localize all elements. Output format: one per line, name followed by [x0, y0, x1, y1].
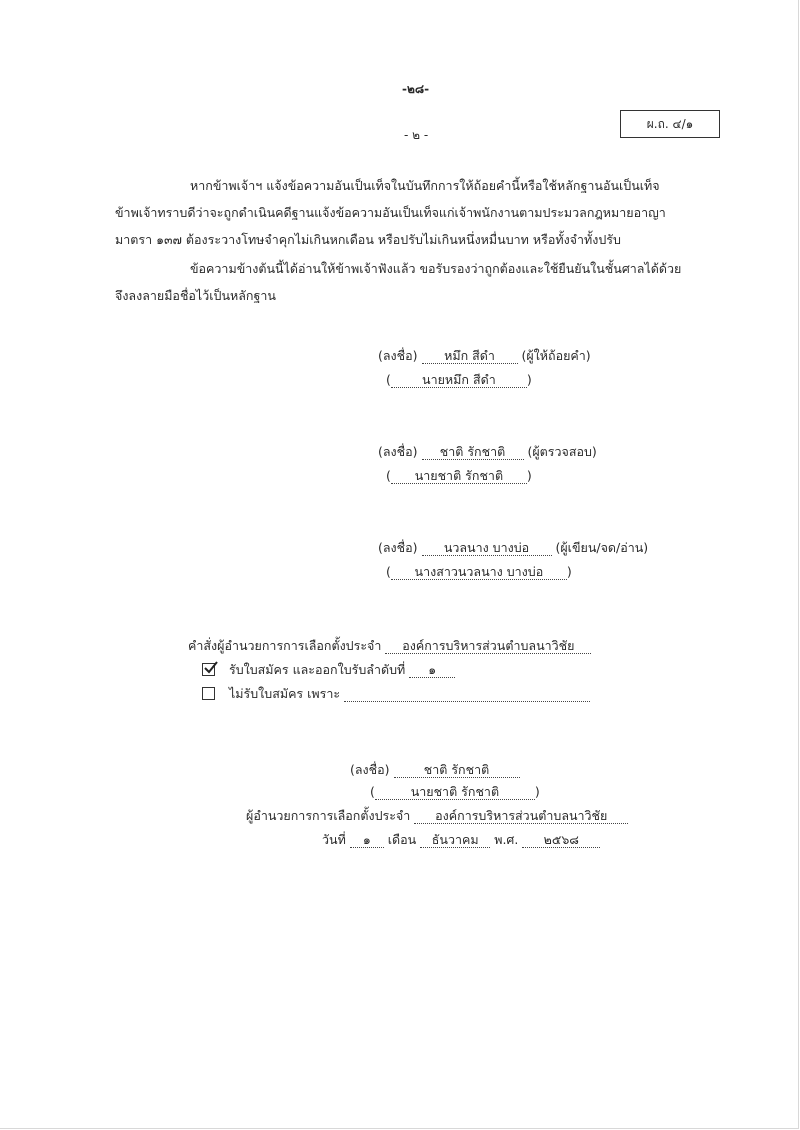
signature-role: (ผู้ให้ถ้อยคำ) — [521, 348, 591, 363]
page-number-top: -๒๘- — [402, 82, 430, 96]
accept-text: รับใบสมัคร และออกใบรับลำดับที่ — [228, 662, 406, 677]
director-date-line — [322, 830, 600, 850]
form-code-box — [620, 110, 720, 138]
signature-line-inspector — [378, 442, 597, 462]
receipt-number: ๑ — [409, 662, 455, 678]
director-order-heading — [188, 636, 591, 656]
para2-line2: จึงลงลายมือชื่อไว้เป็นหลักฐาน — [115, 288, 276, 303]
date-label: วันที่ — [322, 832, 346, 847]
printed-name-line-statement-giver: ( นายหมึก สีดำ ) — [386, 372, 532, 387]
date-year: ๒๕๖๘ — [522, 832, 600, 848]
director-signature-line — [350, 760, 520, 780]
printed-name: นายชาติ รักชาติ — [391, 468, 527, 484]
para1-line2: ข้าพเจ้าทราบดีว่าจะถูกดำเนินคดีฐานแจ้งข้อความอันเป็นเท็จแก่เจ้าพนักงานตามประมวลกฎหมายอาญา — [115, 205, 666, 220]
director-signature-name: ชาติ รักชาติ — [394, 762, 520, 778]
signature-name: นวลนาง บางบ่อ — [422, 540, 552, 556]
printed-name-line-writer: ( นางสาวนวลนาง บางบ่อ ) — [386, 564, 572, 579]
printed-name: นางสาวนวลนาง บางบ่อ — [391, 564, 567, 580]
para2-line1: ข้อความข้างต้นนี้ได้อ่านให้ข้าพเจ้าฟังแล้ว ขอรับรองว่าถูกต้องและใช้ยืนยันในชั้นศาลได้ด้วย — [190, 261, 682, 276]
signature-role: (ผู้เขียน/จด/อ่าน) — [555, 540, 649, 555]
signature-name: หมึก สีดำ — [422, 348, 518, 364]
sign-prefix: (ลงชื่อ) — [378, 444, 418, 459]
warning-paragraph — [115, 172, 723, 253]
director-title-label: ผู้อำนวยการการเลือกตั้งประจำ — [246, 808, 411, 823]
signature-role: (ผู้ตรวจสอบ) — [527, 444, 597, 459]
reject-reason[interactable] — [344, 686, 590, 702]
date-month: ธันวาคม — [420, 832, 490, 848]
director-title-line — [246, 806, 628, 826]
year-label: พ.ศ. — [494, 832, 519, 847]
director-printed-name: นายชาติ รักชาติ — [375, 784, 535, 800]
para1-line3: มาตรา ๑๓๗ ต้องระวางโทษจำคุกไม่เกินหกเดือน หรือปรับไม่เกินหนึ่งหมื่นบาท หรือทั้งจำทั้งปรับ — [115, 232, 621, 247]
form-code: ผ.ถ. ๔/๑ — [646, 117, 694, 131]
signature-name: ชาติ รักชาติ — [422, 444, 524, 460]
checkmark-icon — [202, 659, 220, 677]
option-reject[interactable] — [202, 684, 590, 704]
date-day: ๑ — [350, 832, 384, 848]
accept-checkbox[interactable] — [202, 663, 215, 676]
para1-line1: หากข้าพเจ้าฯ แจ้งข้อความอันเป็นเท็จในบันทึกการให้ถ้อยคำนี้หรือใช้หลักฐานอันเป็นเท็จ — [190, 178, 660, 193]
month-label: เดือน — [387, 832, 417, 847]
confirmation-paragraph — [115, 255, 723, 309]
order-label: คำสั่งผู้อำนวยการการเลือกตั้งประจำ — [188, 638, 382, 653]
signature-line-statement-giver — [378, 346, 591, 366]
option-accept[interactable] — [202, 660, 455, 680]
reject-checkbox[interactable] — [202, 687, 215, 700]
reject-text: ไม่รับใบสมัคร เพราะ — [228, 686, 341, 701]
order-org: องค์การบริหารส่วนตำบลนาวิชัย — [385, 638, 591, 654]
page-number-sub: - ๒ - — [404, 128, 429, 142]
sign-prefix: (ลงชื่อ) — [378, 540, 418, 555]
director-printed-name-line: ( นายชาติ รักชาติ ) — [370, 784, 540, 799]
printed-name-line-inspector: ( นายชาติ รักชาติ ) — [386, 468, 532, 483]
sign-prefix: (ลงชื่อ) — [378, 348, 418, 363]
printed-name: นายหมึก สีดำ — [391, 372, 527, 388]
signature-line-writer — [378, 538, 648, 558]
director-title-org: องค์การบริหารส่วนตำบลนาวิชัย — [414, 808, 628, 824]
sign-prefix: (ลงชื่อ) — [350, 762, 390, 777]
